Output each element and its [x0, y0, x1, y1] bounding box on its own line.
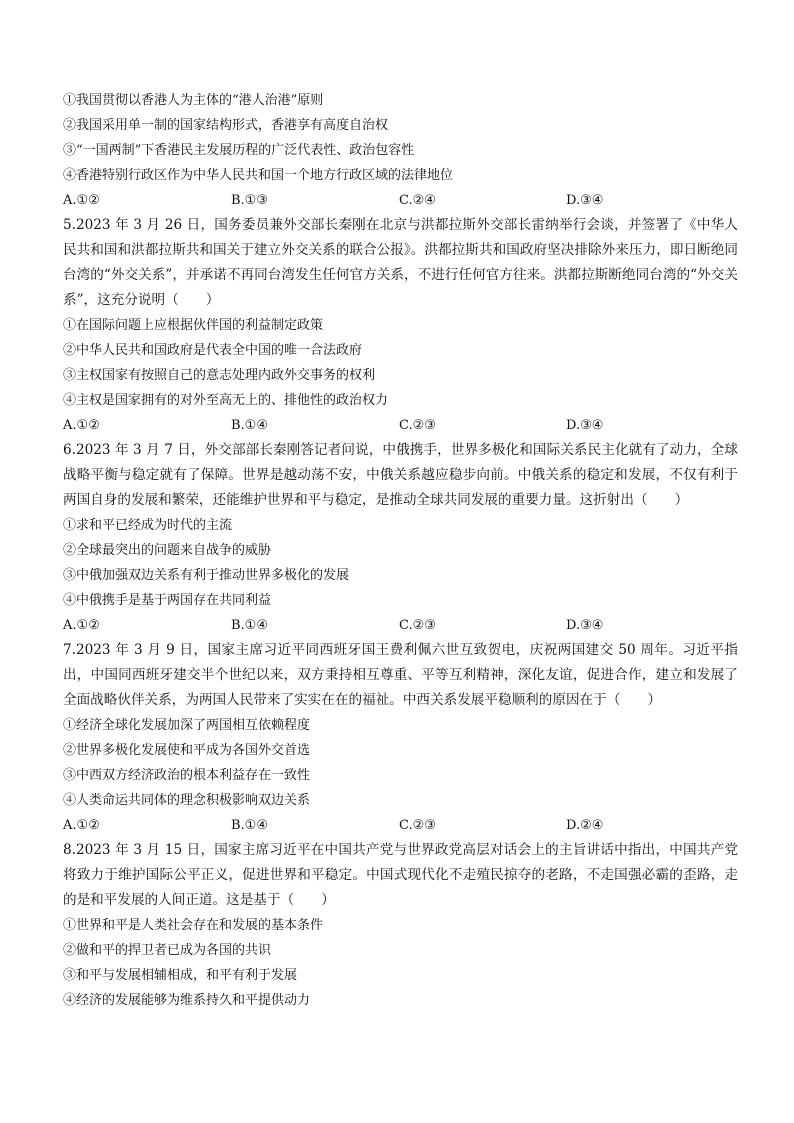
answer-b: B.①④	[231, 618, 268, 633]
option-1: ①我国贯彻以香港人为主体的“港人治港”原则	[63, 93, 324, 108]
option-3: ③“一国两制”下香港民主发展历程的广泛代表性、政治包容性	[63, 143, 415, 158]
answer-choices	[63, 413, 738, 438]
answer-choices	[63, 188, 738, 213]
question-8	[63, 838, 738, 1013]
option-2: ②中华人民共和国政府是代表全中国的唯一合法政府	[63, 343, 363, 358]
document-page	[63, 88, 738, 1013]
option-1: ①经济全球化发展加深了两国相互依赖程度	[63, 718, 311, 733]
option-3: ③和平与发展相辅相成，和平有利于发展	[63, 968, 298, 983]
option-1: ①世界和平是人类社会存在和发展的基本条件	[63, 918, 324, 933]
option-4: ④经济的发展能够为维系持久和平提供动力	[63, 993, 311, 1008]
question-7	[63, 638, 738, 838]
answer-b: B.①④	[231, 418, 268, 433]
question-4-options	[63, 88, 738, 213]
answer-c: C.②③	[399, 818, 436, 833]
answer-a: A.①②	[63, 418, 100, 433]
option-2: ②全球最突出的问题来自战争的威胁	[63, 543, 272, 558]
answer-a: A.①②	[63, 618, 100, 633]
answer-d: D.③④	[566, 193, 604, 208]
answer-d: D.②④	[566, 818, 604, 833]
question-6	[63, 438, 738, 638]
question-5	[63, 213, 738, 438]
option-2: ②世界多极化发展使和平成为各国外交首选	[63, 743, 311, 758]
answer-c: C.②③	[399, 418, 436, 433]
answer-b: B.①④	[231, 818, 268, 833]
question-stem: 7.2023 年 3 月 9 日，国家主席习近平同西班牙国王费利佩六世互致贺电，庆祝两国建交 50 周年。习近平指出，中国同西班牙建交半个世纪以来，双方秉持相互尊重、平等互利精神，深化友谊，促进合作，建立和发展了全面战略伙伴关系，为两国人民带来了实实在在的福祉。中西关系发展平稳顺利的原因在于（ ）	[63, 642, 738, 708]
option-4: ④香港特别行政区作为中华人民共和国一个地方行政区域的法律地位	[63, 168, 454, 183]
option-3: ③中俄加强双边关系有利于推动世界多极化的发展	[63, 568, 350, 583]
option-3: ③主权国家有按照自己的意志处理内政外交事务的权利	[63, 368, 376, 383]
question-stem: 8.2023 年 3 月 15 日，国家主席习近平在中国共产党与世界政党高层对话会上的主旨讲话中指出，中国共产党将致力于维护国际公平正义，促进世界和平稳定。中国式现代化不走殖民掠夺的老路，不走国强必霸的歪路，走的是和平发展的人间正道。这是基于（ ）	[63, 842, 738, 908]
option-1: ①求和平已经成为时代的主流	[63, 518, 233, 533]
option-3: ③中西双方经济政治的根本利益存在一致性	[63, 768, 311, 783]
option-4: ④人类命运共同体的理念积极影响双边关系	[63, 793, 311, 808]
answer-choices	[63, 813, 738, 838]
option-4: ④主权是国家拥有的对外至高无上的、排他性的政治权力	[63, 393, 389, 408]
option-2: ②我国采用单一制的国家结构形式，香港享有高度自治权	[63, 118, 389, 133]
answer-choices	[63, 613, 738, 638]
answer-d: D.③④	[566, 618, 604, 633]
answer-b: B.①③	[231, 193, 268, 208]
answer-d: D.③④	[566, 418, 604, 433]
option-1: ①在国际问题上应根据伙伴国的利益制定政策	[63, 318, 324, 333]
question-stem: 5.2023 年 3 月 26 日，国务委员兼外交部长秦刚在北京与洪都拉斯外交部长雷纳举行会谈，并签署了《中华人民共和国和洪都拉斯共和国关于建立外交关系的联合公报》。洪都拉斯共和国政府坚决排除外来压力，即日断绝同台湾的“外交关系”，并承诺不再同台湾发生任何官方关系，不进行任何官方往来。洪都拉斯断绝同台湾的“外交关系”，这充分说明（ ）	[63, 217, 738, 308]
answer-a: A.①②	[63, 818, 100, 833]
answer-a: A.①②	[63, 193, 100, 208]
option-4: ④中俄携手是基于两国存在共同利益	[63, 593, 272, 608]
question-stem: 6.2023 年 3 月 7 日，外交部部长秦刚答记者问说，中俄携手，世界多极化和国际关系民主化就有了动力，全球战略平衡与稳定就有了保障。世界是越动荡不安，中俄关系越应稳步向前。中俄关系的稳定和发展，不仅有利于两国自身的发展和繁荣，还能维护世界和平与稳定，是推动全球共同发展的重要力量。这折射出（ ）	[63, 442, 738, 508]
answer-c: C.②④	[399, 193, 436, 208]
option-2: ②做和平的捍卫者已成为各国的共识	[63, 943, 272, 958]
answer-c: C.②③	[399, 618, 436, 633]
